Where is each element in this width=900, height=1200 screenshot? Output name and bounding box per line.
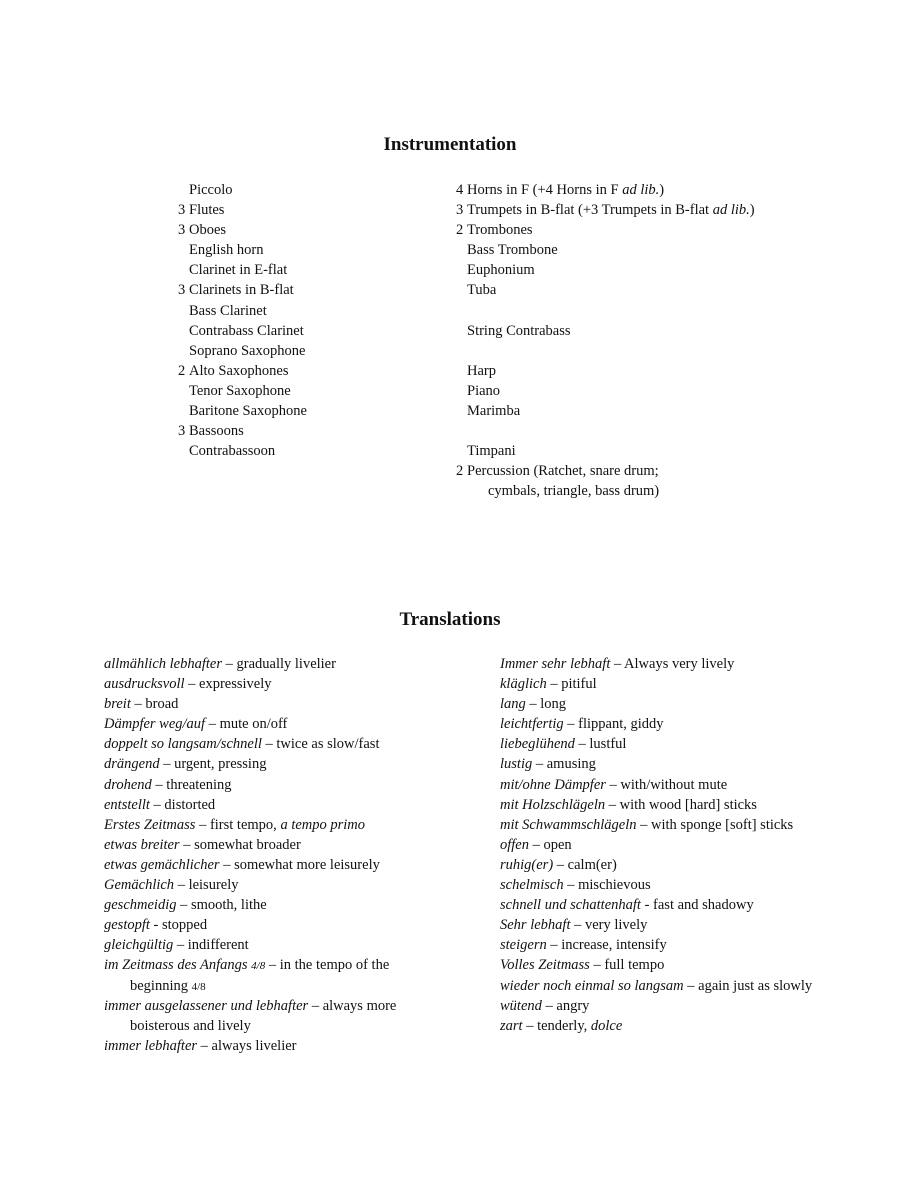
translation-entry: allmählich lebhafter – gradually livelier <box>104 656 336 672</box>
translation-entry: Immer sehr lebhaft – Always very lively <box>500 656 735 672</box>
translation-entry: breit – broad <box>104 696 179 713</box>
translation-entry: Sehr lebhaft – very lively <box>500 917 648 934</box>
instrument-line: Bass Clarinet <box>189 302 267 319</box>
instrument-line-percussion-cont: cymbals, triangle, bass drum) <box>488 483 660 500</box>
instrument-line: Baritone Saxophone <box>189 403 307 420</box>
instrument-line: 3 Oboes <box>178 222 227 239</box>
translation-entry: ruhig(er) – calm(er) <box>500 856 617 873</box>
translation-entry: Volles Zeitmass – full tempo <box>500 957 665 974</box>
translation-entry: lang – long <box>500 696 567 713</box>
instrumentation-brass-percussion-list <box>456 180 755 502</box>
translation-entry: lustig – amusing <box>500 756 596 773</box>
blank-line <box>456 341 755 361</box>
translation-entry: Dämpfer weg/auf – mute on/off <box>104 716 288 733</box>
translation-entry: mit/ohne Dämpfer – with/without mute <box>500 776 728 793</box>
instrument-line-timpani: Timpani <box>467 443 516 460</box>
instrument-line-piano: Piano <box>467 382 501 399</box>
translation-entry: mit Holzschlägeln – with wood [hard] sticks <box>500 796 757 813</box>
instrumentation-woodwinds-list <box>178 180 307 461</box>
instrument-line: English horn <box>189 242 264 259</box>
instrument-line-trombones: 2 Trombones <box>456 222 533 239</box>
instrument-line-marimba: Marimba <box>467 403 521 420</box>
translation-entry-ausgelassener: immer ausgelassener und lebhafter – always more <box>104 997 397 1014</box>
translation-entry-anfangs-cont: beginning 4/8 <box>130 977 206 994</box>
translation-entry: gestopft - stopped <box>104 917 208 934</box>
translation-entry: Gemächlich – leisurely <box>104 877 239 894</box>
instrument-line: Soprano Saxophone <box>189 342 306 359</box>
instrument-line-trumpets: 3 Trumpets in B-flat (+3 Trumpets in B-flat ad lib.) <box>456 202 755 219</box>
translation-entry-ausgelassener-cont: boisterous and lively <box>130 1017 251 1034</box>
instrument-line-bass-trombone: Bass Trombone <box>467 242 558 259</box>
instrument-line: 3 Clarinets in B-flat <box>178 282 294 299</box>
translation-entry: wütend – angry <box>500 997 590 1014</box>
translation-entry: ausdrucksvoll – expressively <box>104 676 272 693</box>
translation-entry: Erstes Zeitmass – first tempo, a tempo primo <box>104 816 366 833</box>
instrument-line-string-contrabass: String Contrabass <box>467 322 571 339</box>
translation-entry: zart – tenderly, dolce <box>500 1017 623 1034</box>
translation-entry: drohend – threatening <box>104 776 232 793</box>
translations-left-column <box>104 654 396 1056</box>
translation-entry: offen – open <box>500 836 572 853</box>
translation-entry: schnell und schattenhaft - fast and shadowy <box>500 897 754 914</box>
instrument-line-horns: 4 Horns in F (+4 Horns in F ad lib.) <box>456 182 665 198</box>
instrument-line: Piccolo <box>189 182 233 198</box>
instrument-line-euphonium: Euphonium <box>467 262 535 279</box>
translation-entry-anfangs: im Zeitmass des Anfangs 4/8 – in the tempo of the <box>104 957 390 974</box>
instrument-line: Contrabassoon <box>189 443 276 460</box>
translation-entry: schelmisch – mischievous <box>500 877 651 894</box>
instrumentation-heading: Instrumentation <box>383 134 517 155</box>
translation-entry: steigern – increase, intensify <box>500 937 667 954</box>
translation-entry: immer lebhafter – always livelier <box>104 1037 297 1054</box>
instrument-line: Contrabass Clarinet <box>189 322 304 339</box>
translation-entry: kläglich – pitiful <box>500 676 597 693</box>
instrument-line-harp: Harp <box>467 362 496 379</box>
blank-line <box>456 301 755 321</box>
instrument-line: Tenor Saxophone <box>189 382 291 399</box>
translation-entry: etwas breiter – somewhat broader <box>104 836 301 853</box>
translation-entry: drängend – urgent, pressing <box>104 756 267 773</box>
translation-entry: etwas gemächlicher – somewhat more leisurely <box>104 856 380 873</box>
meter-fraction: 4/8 <box>251 960 266 973</box>
translation-entry: entstellt – distorted <box>104 796 216 813</box>
meter-fraction: 4/8 <box>191 980 206 993</box>
translation-entry: doppelt so langsam/schnell – twice as slow/fast <box>104 736 380 753</box>
translation-entry: wieder noch einmal so langsam – again just as slowly <box>500 977 813 994</box>
translations-right-column <box>500 654 812 1036</box>
instrument-line: 3 Bassoons <box>178 423 244 440</box>
translation-entry: mit Schwammschlägeln – with sponge [soft] sticks <box>500 816 794 833</box>
translation-entry: geschmeidig – smooth, lithe <box>104 897 267 914</box>
translation-entry: gleichgültig – indifferent <box>104 937 249 954</box>
translation-entry: leichtfertig – flippant, giddy <box>500 716 664 733</box>
instrument-line: 3 Flutes <box>178 202 225 219</box>
instrument-line-percussion: 2 Percussion (Ratchet, snare drum; <box>456 463 659 480</box>
translation-entry: liebeglühend – lustful <box>500 736 627 753</box>
instrument-line: 2 Alto Saxophones <box>178 362 289 379</box>
translations-heading: Translations <box>399 609 501 630</box>
instrument-line-tuba: Tuba <box>467 282 497 299</box>
instrument-line: Clarinet in E-flat <box>189 262 288 279</box>
blank-line <box>456 421 755 441</box>
